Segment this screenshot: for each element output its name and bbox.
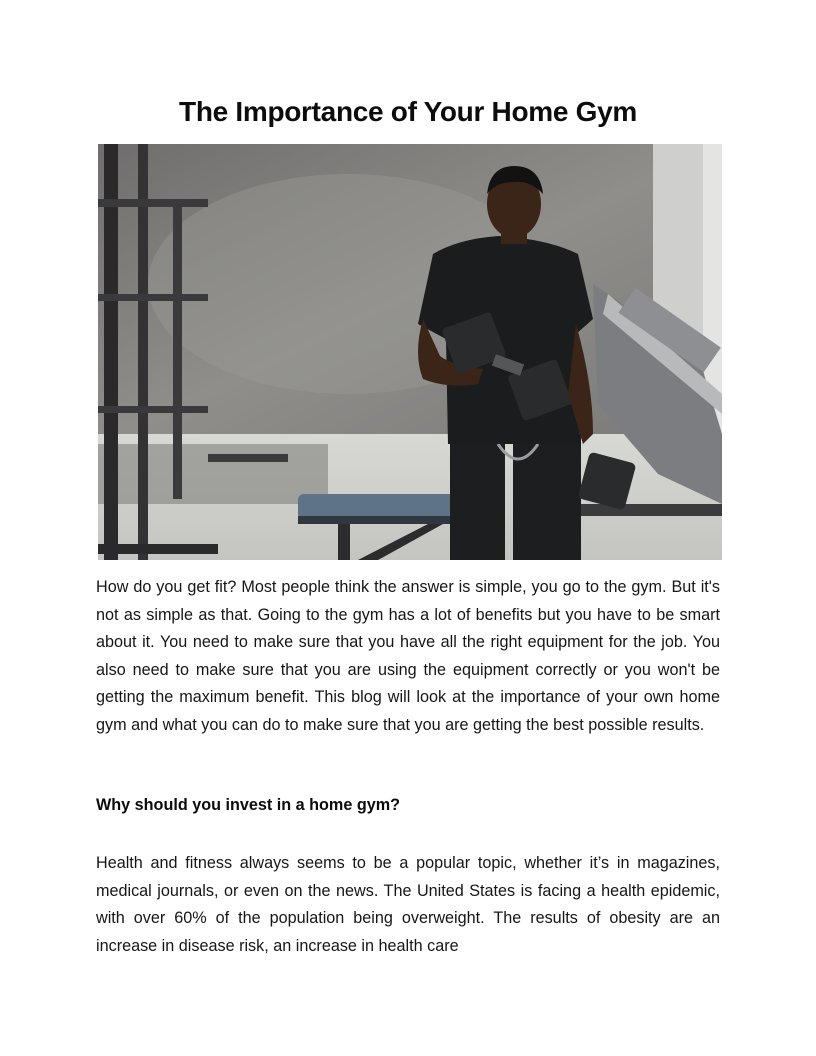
page-title: The Importance of Your Home Gym (179, 96, 637, 127)
section-heading: Why should you invest in a home gym? (96, 796, 400, 814)
gym-photo (98, 144, 722, 560)
intro-paragraph: How do you get fit? Most people think the answer is simple, you go to the gym. But it's not as simple as that. Going to the gym has a lot of benefits but you have to be smart about it. You need to make sure that you have all the right equipment for the job. You also need to make sure that you are using the equipment correctly or you won't be getting the maximum benefit. This blog will look at the importance of your own home gym and what you can do to make sure that you are getting the best possible results. (96, 578, 720, 734)
body-paragraph: Health and fitness always seems to be a popular topic, whether it’s in magazines, medical journals, or even on the news. The United States is facing a health epidemic, with over 60% of the population being overweight. The results of obesity are an increase in disease risk, an increase in health care (96, 854, 720, 955)
